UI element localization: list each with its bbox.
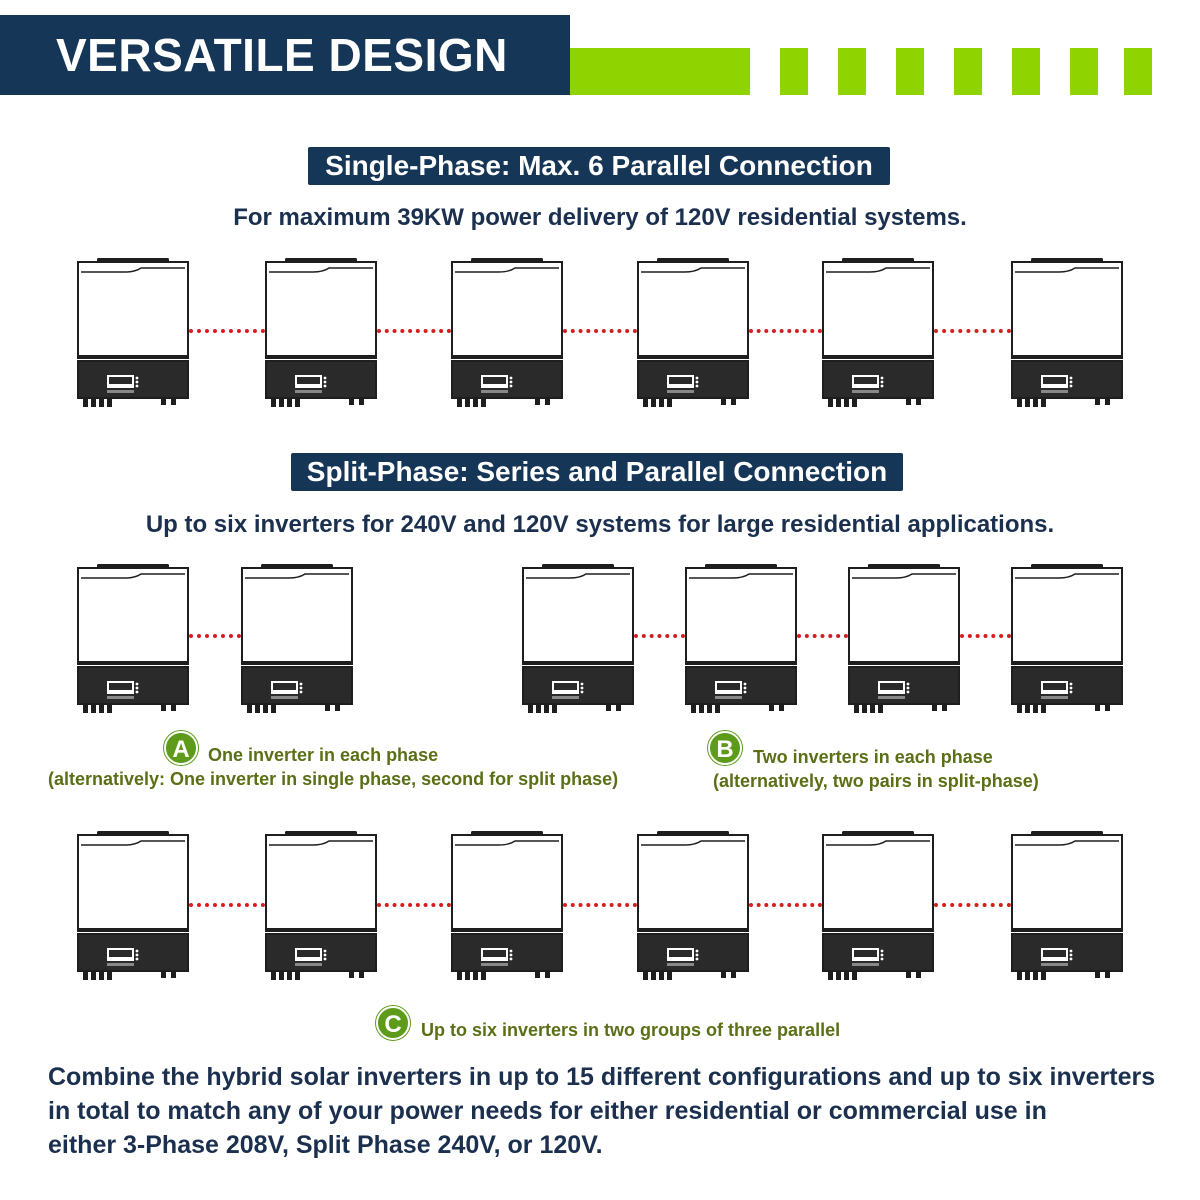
footer-line: in total to match any of your power needs for either residential or commercial use in: [48, 1097, 1047, 1125]
connection-link: [749, 903, 822, 907]
connection-link: [189, 634, 241, 638]
inverter-icon: [77, 831, 189, 983]
connection-link: [377, 903, 451, 907]
connection-link: [189, 903, 265, 907]
inverter-icon: [522, 564, 634, 716]
config-b-badge: B: [708, 731, 742, 765]
inverter-icon: [848, 564, 960, 716]
footer-line: Combine the hybrid solar inverters in up to 15 different configurations and up to six inverters: [48, 1063, 1156, 1091]
page-title: VERSATILE DESIGN: [56, 29, 508, 81]
config-a-note: (alternatively: One inverter in single phase, second for split phase): [48, 769, 619, 789]
footer-line: either 3-Phase 208V, Split Phase 240V, or 120V.: [48, 1131, 603, 1159]
accent-bar-block: [896, 48, 924, 95]
footer-description: [48, 1060, 1158, 1162]
header-banner: [0, 15, 570, 95]
inverter-icon: [637, 258, 749, 410]
inverter-icon: [1011, 564, 1123, 716]
inverter-icon: [241, 564, 353, 716]
config-a-badge: A: [164, 731, 198, 765]
connection-link: [934, 329, 1011, 333]
inverter-icon: [637, 831, 749, 983]
connection-link: [797, 634, 848, 638]
inverter-icon: [265, 258, 377, 410]
connection-link: [563, 329, 637, 333]
inverter-icon: [451, 831, 563, 983]
config-b-note: (alternatively, two pairs in split-phase): [713, 771, 1039, 791]
connection-link: [189, 329, 265, 333]
split-phase-title: Split-Phase: Series and Parallel Connection: [291, 453, 903, 491]
inverter-icon: [822, 258, 934, 410]
accent-bar-block: [1070, 48, 1098, 95]
config-a-label: One inverter in each phase: [208, 745, 439, 765]
connection-link: [634, 634, 685, 638]
accent-bar-main: [570, 48, 750, 95]
inverter-icon: [451, 258, 563, 410]
config-c-label: Up to six inverters in two groups of three parallel: [421, 1020, 841, 1040]
inverter-icon: [77, 258, 189, 410]
accent-bar-block: [780, 48, 808, 95]
inverter-icon: [1011, 831, 1123, 983]
accent-bar-block: [954, 48, 982, 95]
inverter-icon: [265, 831, 377, 983]
inverter-icon: [685, 564, 797, 716]
split-phase-subtitle: Up to six inverters for 240V and 120V systems for large residential applications.: [145, 511, 1055, 538]
inverter-icon: [1011, 258, 1123, 410]
inverter-icon: [822, 831, 934, 983]
connection-link: [934, 903, 1011, 907]
single-phase-subtitle: For maximum 39KW power delivery of 120V residential systems.: [233, 204, 967, 231]
accent-bar-block: [1012, 48, 1040, 95]
accent-bar-block: [1124, 48, 1152, 95]
connection-link: [749, 329, 822, 333]
config-c-badge: C: [376, 1006, 410, 1040]
inverter-icon: [77, 564, 189, 716]
connection-link: [563, 903, 637, 907]
accent-bar-block: [838, 48, 866, 95]
connection-link: [960, 634, 1011, 638]
config-b-label: Two inverters in each phase: [753, 747, 993, 767]
connection-link: [377, 329, 451, 333]
single-phase-title: Single-Phase: Max. 6 Parallel Connection: [308, 147, 890, 185]
